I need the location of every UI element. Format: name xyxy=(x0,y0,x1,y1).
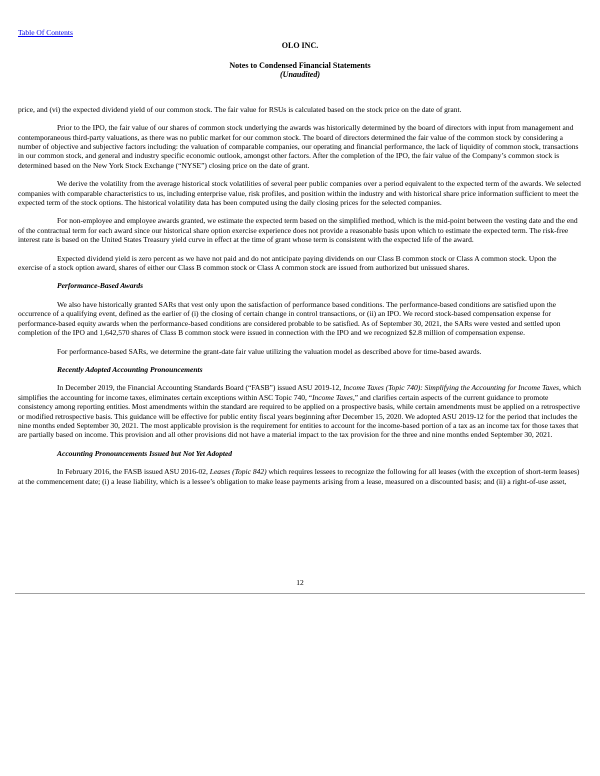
heading-pronouncements-not-yet-adopted: Accounting Pronouncements Issued but Not Yet Adopted xyxy=(57,448,233,458)
asu-2019-12-title-italic: Income Taxes (Topic 740): Simplifying the Accounting for Income Taxes xyxy=(343,383,559,393)
paragraph-asu-2016-02 xyxy=(18,467,582,486)
paragraph-asu-2019-12 xyxy=(18,383,582,439)
asu-2016-02-text-segment: which requires lessees to recognize the following for all leases (with the exception of short-term leases) at the commencement date; (i) a lease liability, which is a lessee’s obligation to make lease payments arising from a lease, measured on a discounted basis; and (ii) a right-of-use asset, xyxy=(18,467,580,486)
page-number: 12 xyxy=(296,578,304,587)
asu-2019-12-text-segment: ,” and clarifies certain aspects of the current guidance to promote consistency among reporting entities. Most amendments within the standard are required to be applied on a prospective basis, while certain amendments must be applied on a retrospective or modified retrospective basis. This guidance will be effective for public entity fiscal years beginning after December 15, 2020. We adopted ASU 2019-12 for the period that includes the nine months ended September 30, 2021. The most applicable provision is the requirement for entities to account for the income-based portion of a tax as an income tax for those taxes that are partially based on income. This provision and all other provisions did not have a material impact to the tax provision for the three and nine months ended September 30, 2021. xyxy=(18,392,580,440)
paragraph-expected-dividend: Expected dividend yield is zero percent as we have not paid and do not anticipate paying dividends on our Class B common stock or Class A common stock. Upon the exercise of a stock option award, shares of either our Class B common stock or Class A common stock are issued from authorized but unissued shares. xyxy=(18,253,557,273)
asu-2019-12-text-segment: In December 2019, the Financial Accounting Standards Board (“FASB”) issued ASU 2019-12, xyxy=(57,383,344,393)
heading-recently-adopted-pronouncements: Recently Adopted Accounting Pronouncements xyxy=(57,364,203,374)
document-body xyxy=(18,105,582,486)
table-of-contents-link[interactable]: Table Of Contents xyxy=(18,28,73,37)
asu-2016-02-text-segment: In February 2016, the FASB issued ASU 2016-02, xyxy=(57,467,210,477)
document-subtitle: (Unaudited) xyxy=(280,70,320,80)
company-name: OLO INC. xyxy=(281,41,319,50)
document-header xyxy=(18,41,582,80)
document-title: Notes to Condensed Financial Statements xyxy=(229,60,371,70)
paragraph-volatility: We derive the volatility from the average historical stock volatilities of several peer public companies over a period equivalent to the expected term of the awards. We selected companies with comparable characteristics to us, including enterprise value, risk profiles, and position within the industry and with historical share price information sufficient to meet the expected term of the stock options. The historical volatility data has been computed using the daily closing prices for the selected companies. xyxy=(18,179,581,208)
paragraph-prior-to-ipo-valuation: Prior to the IPO, the fair value of our shares of common stock underlying the awards was historically determined by the board of directors with input from management and contemporaneous third-party valuations, as there was no public market for our common stock. The board of directors determined the fair value of the common stock by considering a number of objective and subjective factors including: the valuation of comparable companies, our operating and financial performance, the lack of liquidity of common stock, transactions in our common stock, and general and industry specific economic outlook, amongst other factors. After the completion of the IPO, the fair value of the Company’s common stock is determined based on the New York Stock Exchange (“NYSE”) closing price on the date of grant. xyxy=(18,123,579,170)
paragraph-expected-term: For non-employee and employee awards granted, we estimate the expected term based on the simplified method, which is the mid-point between the vesting date and the end of the contractual term for each award since our historical share option exercise experience does not provide a reasonable basis upon which to estimate the expected term. The risk-free interest rate is based on the United States Treasury yield curve in effect at the time of grant whose term is consistent with the expected life of the award. xyxy=(18,216,578,245)
asu-2019-12-text-segment: , which simplifies the accounting for income taxes, eliminates certain exceptions within ASC Topic 740, “ xyxy=(18,383,582,402)
leases-topic-842-italic: Leases (Topic 842) xyxy=(209,467,267,477)
income-taxes-italic: Income Taxes xyxy=(312,392,353,402)
paragraph-performance-sars: We also have historically granted SARs that vest only upon the satisfaction of performance based conditions. The performance-based conditions are satisfied upon the occurrence of a qualifying event, defined as the earlier of (i) the closing of certain change in control transactions, or (ii) an IPO. We record stock-based compensation expense for performance-based equity awards when the performance-based conditions are considered probable to be satisfied. As of September 30, 2021, the SARs were vested and settled upon completion of the IPO and 1,642,570 shares of Class B common stock were issued in connection with the IPO and we recognized $2.8 million of compensation expense. xyxy=(18,299,561,338)
paragraph-sars-fair-value: For performance-based SARs, we determine the grant-date fair value utilizing the valuation model as described above for time-based awards. xyxy=(57,346,482,356)
paragraph-dividend-yield-continuation: price, and (vi) the expected dividend yield of our common stock. The fair value for RSUs is calculated based on the stock price on the date of grant. xyxy=(18,104,462,114)
footer-divider xyxy=(15,593,585,594)
heading-performance-based-awards: Performance-Based Awards xyxy=(57,281,144,291)
